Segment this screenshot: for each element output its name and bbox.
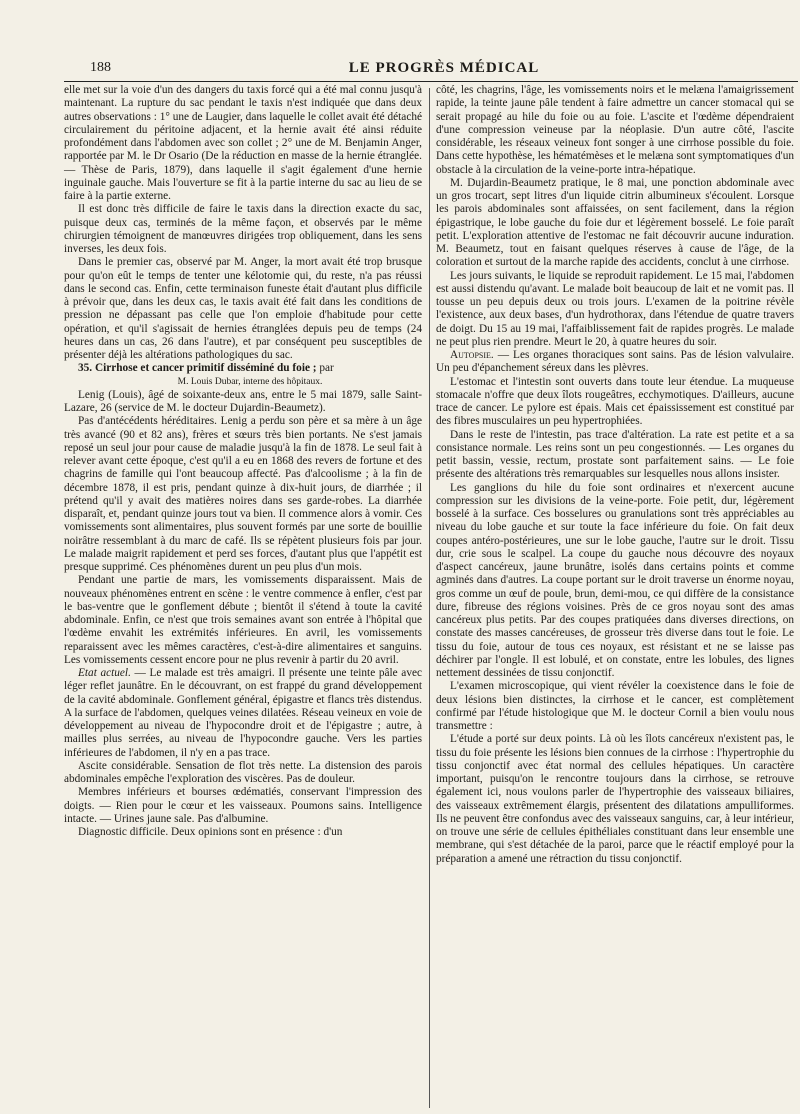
running-title: LE PROGRÈS MÉDICAL [348,60,540,76]
paragraph-body: — Les organes thoraciques sont sains. Pas de lésion valvulaire. Un peu d'épanchement séreux dans les plèvres. [436,349,794,375]
paragraph: M. Dujardin-Beaumetz pratique, le 8 mai, une ponction abdominale avec un gros trocart, sept litres d'un liquide citrin albumineux s'écoulent. Lorsque les parois abdominales sont affaissées, on sent facilement, dans la région épigastrique, le lobe gauche du foie dur et légèrement bosselé. Le foie paraît petit. L'exploration attentive de l'estomac ne fait découvrir aucune induration. M. Beaumetz, tout en faisant quelques réserves à cause de l'âge, de la coloration et surtout de la marche rapide des accidents, conclut à une cirrhose. [436,176,794,269]
author-byline: M. Louis Dubar, interne des hôpitaux. [177,376,323,387]
section-heading [64,362,422,375]
paragraph: côté, les chagrins, l'âge, les vomissements noirs et le melæna l'amaigrissement rapide, la teinte jaune pâle tendent à faire admettre un cancer stomacal qui se serait propagé au hile du foie ou au foie. L'ascite et l'œdème dépendraient d'une compression veineuse par la néoplasie. D'un autre côté, l'ascite considérable, les réseaux veineux font songer à une cirrhose possible du foie. Dans cette hypothèse, les hématémèses et le melæna sont symptomatiques d'un obstacle à la circulation de la veine-porte intra-hépatique. [436,84,794,176]
paragraph: elle met sur la voie d'un des dangers du taxis forcé qui a été mal connu jusqu'à maintenant. La rupture du sac pendant le taxis n'est indiquée que dans deux autres observations : 1° une de Laugier, dans laquelle le collet avait été détaché circulairement du péritoine adjacent, et la hernie avait été ainsi réduite profondément dans l'abdomen avec son collet ; 2° une de M. Benjamin Anger, rapportée par M. le Dr Osario (De la réduction en masse de la hernie étranglée. — Thèse de Paris, 1879), dans laquelle il s'agit également d'une hernie inguinale gauche. Mais l'ouverture se fit à la partie interne du sac au lieu de se faire à la partie externe. [64,84,422,202]
paragraph-lead: Etat actuel. [78,667,131,679]
paragraph: L'estomac et l'intestin sont ouverts dans toute leur étendue. La muqueuse stomacale n'offre que deux îlots rougeâtres, ecchymotiques. D'ailleurs, aucune trace de cancer. Le pylore est épais. Mais cet épaississement est constitué par des fibres musculaires un peu hypertrophiées. [436,375,794,428]
paragraph-lead: Autopsie. [450,349,494,361]
paragraph: Les ganglions du hile du foie sont ordinaires et n'exercent aucune compression sur les divisions de la veine-porte. Foie petit, dur, légèrement bosselé à la surface. Ces bosselures ou granulations sont très appréciables au niveau du lobe gauche et sur toute la face inférieure du foie. On fait deux coupes antéro-postérieures, une sur le lobe gauche, l'autre sur le droit. Tissu dur, crie sous le scalpel. La coupe du gauche nous découvre des noyaux d'aspect cancéreux, jaune brunâtre, isolés dans certains points et comme agminés dans d'autres. La coupe portant sur le droit traverse un énorme noyau, gros comme un œuf de poule, brun, demi-mou, ce qui diffère de la consistance dure, fibreuse des régions voisines. Près de ce gros noyau sont des amas cancéreux plus petits. Par des coupes pratiquées dans diverses directions, on constate des masses cancéreuses, de grosseur très diverse dans tout le foie. Le tissu du foie, autour de tous ces noyaux, est résistant et ne se laisse pas déchirer par l'ongle. Il est lobulé, et on constate, entre les lobules, des lignes nettement dessinées de tissu conjonctif. [436,481,794,679]
header-rule [64,81,798,82]
paragraph: Pendant une partie de mars, les vomissements disparaissent. Mais de nouveaux phénomènes entrent en scène : le ventre commence à enfler, c'est par le bas-ventre que le gonflement débute ; bientôt il s'étend à toute la cavité abdominale. Enfin, ce n'est que trois semaines avant son entrée à l'hôpital que l'œdème envahit les extrémités inférieures. En avril, les vomissements reparaissent avec les mêmes caractères, c'est-à-dire alimentaires et sanguins. Les vomissements cessent encore pour ne plus revenir à partir du 20 avril. [64,574,422,666]
paragraph: Membres inférieurs et bourses œdématiés, conservant l'impression des doigts. — Rien pour le cœur et les vaisseaux. Poumons sains. Intelligence intacte. — Urines jaune sale. Pas d'albumine. [64,786,422,825]
page-header [90,60,798,80]
paragraph-body: — Le malade est très amaigri. Il présente une teinte pâle avec léger reflet jaunâtre. En le découvrant, on est frappé du grand développement de la cavité abdominale. Gonflement général, épigastre et flancs très distendus. A la surface de l'abdomen, quelques veines dilatées. Réseau veineux en voie de développement au niveau de l'hypocondre droit et de l'épigastre ; autre, à mailles plus serrées, au niveau de l'hypocondre gauche. Vers les parties inférieures de l'abdomen, il n'y en a pas trace. [64,667,422,759]
paragraph: Ascite considérable. Sensation de flot très nette. La distension des parois abdominales empêche l'exploration des viscères. Pas de douleur. [64,759,422,785]
paragraph [64,667,422,760]
paragraph: Lenig (Louis), âgé de soixante-deux ans, entre le 5 mai 1879, salle Saint-Lazare, 26 (service de M. le docteur Dujardin-Beaumetz). [64,388,422,414]
paragraph: Dans le reste de l'intestin, pas trace d'altération. La rate est petite et a sa consistance normale. Les reins sont un peu congestionnés. — Les organes du petit bassin, vessie, rectum, prostate sont parfaitement sains. — Le foie présente des altérations très remarquables sur lesquelles nous allons insister. [436,428,794,481]
left-column [64,84,422,839]
paragraph: L'examen microscopique, qui vient révéler la coexistence dans le foie de deux lésions bien distinctes, la cirrhose et le cancer, est complètement confirmé par l'étude histologique que M. le docteur Cornil a bien voulu nous transmettre : [436,680,794,732]
page-number: 188 [90,60,111,75]
paragraph: Pas d'antécédents héréditaires. Lenig a perdu son père et sa mère à un âge très avancé (90 et 82 ans), frères et sœurs très bien portants. Ne s'est jamais reposé un seul jour pour cause de maladie jusqu'à la fin de 1878. Le seul fait à relever avant cette époque, c'est qu'il a eu en 1868 des revers de fortune et des chagrins de famille qui l'ont beaucoup affecté. Pas d'alcoolisme ; à la fin de décembre 1878, il est pris, pendant quinze à dix-huit jours, de diarrhée ; il prétend qu'il y avait des matières noires dans ses garde-robes. La diarrhée disparaît, et, pendant quinze jours tout va bien. Il commence alors à vomir. Ces vomissements sont alimentaires, plus souvent formés par une sorte de bouillie noirâtre ressemblant à du marc de café. Ils se répètent plusieurs fois par jour. Le malade maigrit rapidement et perd ses forces, d'autant plus que l'appétit est presque supprimé. Ces phénomènes durent un peu plus d'un mois. [64,415,422,573]
paragraph: Dans le premier cas, observé par M. Anger, la mort avait été trop brusque pour qu'on eût le temps de tenter une kélotomie qui, du reste, n'a pas réussi dans le second cas. Enfin, cette terminaison funeste était d'autant plus difficile à prévoir que, dans les deux cas, le taxis avait été fait dans les conditions de pression ne dépassant pas celle que l'on emploie d'habitude pour cette opération, et qu'il s'agissait de hernies étranglées depuis peu de temps (24 heures dans un cas, 26 dans l'autre), et par conséquent peu susceptibles de présenter déjà les altérations pathologiques du sac. [64,256,422,361]
section-title: 35. Cirrhose et cancer primitif disséminé du foie ; [78,362,317,375]
column-divider [429,88,430,1108]
paragraph [436,349,794,376]
paragraph: Il est donc très difficile de faire le taxis dans la direction exacte du sac, puisque deux cas, terminés de la même façon, et observés par le même chirurgien témoignent de manœuvres dirigées trop obliquement, dans les sens inverses, les deux fois. [64,203,422,255]
paragraph: Les jours suivants, le liquide se reproduit rapidement. Le 15 mai, l'abdomen est aussi distendu qu'avant. Le malade boit beaucoup de lait et ne vomit pas. Il tousse un peu depuis deux ou trois jours. L'examen de la poitrine révèle l'existence, aux deux bases, d'un hydrothorax, dans l'étendue de quatre travers de doigt. Du 15 au 19 mai, l'affaiblissement fait de rapides progrès. Le malade ne peut plus rien prendre. Meurt le 20, à quatre heures du soir. [436,269,794,348]
paragraph: Diagnostic difficile. Deux opinions sont en présence : d'un [78,826,343,838]
paragraph: L'étude a porté sur deux points. Là où les îlots cancéreux n'existent pas, le tissu du foie présente les lésions bien connues de la cirrhose : l'hypertrophie du tissu conjonctif avec état normal des cellules hépatiques. Un caractère important, puisqu'on le rencontre toujours dans la cirrhose, se retrouve également ici, nous voulons parler de l'hypertrophie des vaisseaux biliaires, des vaisseaux extrêmement élargis, présentent des dilatations ampulliformes. Ils ne peuvent être confondus avec des vaisseaux sanguins, car, à leur intérieur, on trouve une série de cellules épithéliales constituant dans leur ensemble une membrane, qui s'est détachée de la paroi, parce que le réactif employé pour la préparation a amené une rétraction du tissu conjonctif. [436,733,794,865]
right-column [436,84,794,866]
section-by: par [319,362,334,375]
